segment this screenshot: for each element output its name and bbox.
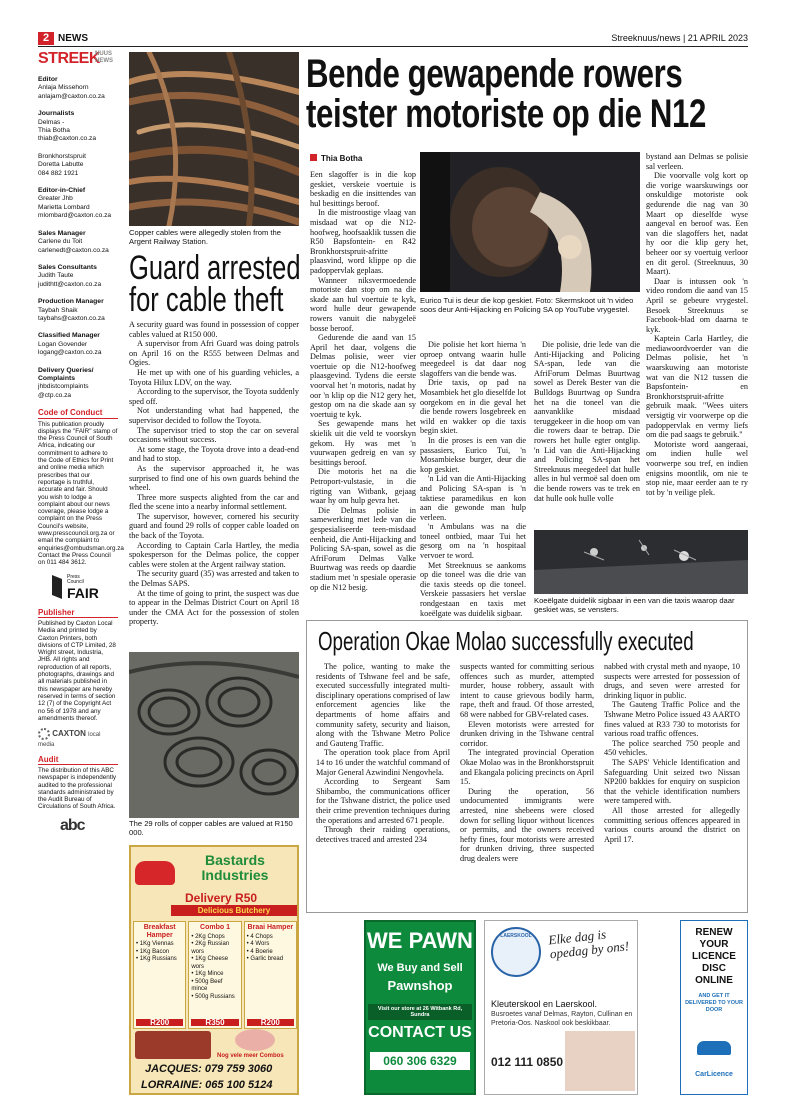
licence-sub: AND GET IT DELIVERED TO YOUR DOOR [685,993,743,1013]
pawn-title: WE PAWN [367,928,473,953]
bullet-holes-photo [534,530,748,594]
audit-text: The distribution of this ABC newspaper is independently audited to the professional standards administrated by the Audit Bureau of Circulations of South Africa. [38,766,117,811]
hamper-item: • 1Kg Russians [136,956,177,962]
paragraph: The police, wanting to make the residents of Tshwane feel and be safe, executed successfully integrated multi-disciplinary operations comprised of law enforcement agencies like the departments of home affairs and community safety, security and liaison, along with the Tshwane Metro Police and Gauteng Traffic. [316,662,450,748]
hamper-item: • 4 Chops [246,933,273,940]
paragraph: Die polisie, drie lede van die Anti-Hijacking and Policing SA-span, lede van die AfriForum Delmas Buurtwag sowel as Derek Bester van die Bulldogs Buurtwag op Sundra het na die toneel van die aanvanklike misdaad teruggekeer in die hoop om van die rowers daar te betrap. Die rowers het hulle egter ontglip. 'n Lid van die Anti-Hijacking and Policing SA-span het Streeknuus meegedeel dat hulle alles in hul vermoë sal doen om die bende rowers vas te trek en dat hulle ook hulle volle [534,340,640,503]
staff-list [38,76,118,400]
paragraph: According to Captain Carla Hartley, the media spokesperson for the Delmas police, the copper cables were stolen at the Argent railway station. [129,540,299,569]
paragraph: Not understanding what had happened, the supervisor decided to follow the Toyota. [129,406,299,425]
hamper-item: • 4 Boerie [246,948,273,955]
copper-cables-photo [129,52,299,226]
school-slogan: Elke dag is opedag by ons! [547,926,630,962]
hamper-name: Combo 1 [200,924,230,931]
conduct-title: Code of Conduct [38,409,118,418]
butchery-ad [129,845,299,1095]
hamper-card [133,921,186,1029]
staff-line: Judith Taute [38,272,74,280]
staff-line: logang@caxton.co.za [38,349,102,357]
car-icon [697,1041,731,1055]
staff-line: Bronkhorstspruit [38,152,87,160]
paragraph: The supervisor, however, cornered his security guard and found 29 rolls of copper cable loaded on the back of the Toyota. [129,511,299,541]
hamper-item: • 500g Russians [191,993,235,1000]
staff-line: Greater Jhb [38,195,73,203]
hamper-item: • 500g Beef mince [191,978,223,992]
okae-col-1 [316,662,450,844]
staff-block [38,76,118,101]
staff-block [38,187,118,221]
paragraph: nabbed with crystal meth and nyaope, 10 suspects were arrested for possession of drugs, and seven were arrested for drinking liquor in public. [604,662,740,700]
hamper-item: • 1Kg Cheese wors [191,956,229,970]
pawn-address: Visit our store at 26 Witbank Rd, Sundra [368,1004,472,1020]
hamper-item: • 1Kg Bacon [136,948,170,955]
paragraph: The integrated provincial Operation Okae Molao was in the Bronkhorstspruit and Ekangala policing precincts on April 15. [460,748,594,787]
cable-rolls-caption: The 29 rolls of copper cables are valued at R150 000. [129,819,293,837]
hamper-item: • Garlic bread [246,956,284,962]
delivery-banner: Delicious Butchery [171,905,297,916]
paragraph: Drie taxis, op pad na Mosambiek het glo dieselfde lot oorgekom en in die geval het die bende rowers losgebreek en wild en wakker op die taxis begin skiet. [420,378,526,436]
injured-man-photo [420,152,640,292]
staff-line: Delmas - [38,118,65,126]
school-name: Kleuterskool en Laerskool. [491,999,598,1009]
licence-text: RENEW YOUR LICENCE DISC ONLINE [692,927,736,986]
paragraph: Gedurende die aand van 15 April het daar, volgens die Delmas polisie, weer vier voertuie op die N12-hoofweg plaasgevind. Tydens die eerste voorval het 'n motoris, nadat hy oor 'n klip op die N12 gery het, gestop om na die skade aan sy voertuig te kyk. [310,333,416,419]
staff-line: carlenedt@caxton.co.za [38,246,109,254]
staff-line: taybahs@caxton.co.za [38,314,105,322]
school-badge: LAERSKOOL [491,927,541,977]
paragraph: Motoriste word aangeraai, om indien hulle wel voorwerpe sou tref, en indien enigsins moontlik, om nie te stop nie, maar eerder aan te ry tot by 'n veilige plek. [646,439,748,497]
main-headline: Bende gewapende rowers teister motoriste op die N12 [306,52,706,136]
copper-photo-caption: Copper cables were allegedly stolen from the Argent Railway Station. [129,228,281,246]
main-story-col-3 [534,340,640,503]
hamper-name: Braai Hamper [247,924,294,931]
pig-icon [235,1029,275,1051]
pawn-ad [364,920,476,1095]
logo-main: STREEK [38,50,100,67]
paragraph: Wanneer niksvermoedende motoriste dan stop om na die skade aan hul voertuie te kyk, word hulle deur gewapende rowers vanuit die nabygeleë bosse beroof. [310,275,416,333]
hamper-item: • 2Kg Russian wors [191,941,230,955]
paragraph: The operation took place from April 14 to 16 under the watchful command of Major General Azwindini Nengovhela. [316,748,450,777]
staff-line: Carlene du Toit [38,238,83,246]
school-phone: 012 111 0850 [491,1055,564,1069]
hamper-list [133,921,297,1029]
hamper-card [188,921,241,1029]
staff-line: judithtt@caxton.co.za [38,280,102,288]
staff-line: jhbdistcomplaints [38,383,89,391]
staff-role: Production Manager [38,298,104,306]
paragraph: He met up with one of his guarding vehicles, a Toyota Hilux LDV, on the way. [129,367,299,387]
hamper-name: Breakfast Hamper [143,924,176,939]
okae-headline: Operation Okae Molao successfully executed [318,626,694,656]
delivery-label: Delivery R50 [185,891,258,905]
staff-line: anlajam@caxton.co.za [38,92,105,100]
paragraph: Die Delmas polisie in samewerking met lede van die gespesialiseerde teen-misdaad eenheid, die Anti-Hijacking and Policing SA-span, sowel as die AfriForum Delmas Valke Buurtwag was reeds op daardie stadium met 'n spesiale operasie op die N12 besig. [310,505,416,592]
paragraph: bystand aan Delmas se polisie sal verleen. [646,152,748,171]
licence-ad [680,920,748,1095]
paragraph: Eleven motorists were arrested for drunken driving in the Tshwane central corridor. [460,719,594,748]
injured-man-caption: Eurico Tui is deur die kop geskiet. Foto: Skermskoot uit 'n video soos deur Anti-Hijacking en Policing SA op YouTube vrygestel. [420,296,634,314]
staff-line: Logan Govender [38,340,88,348]
header-rule [38,46,748,47]
paragraph: Een slagoffer is in die kop geskiet, verskeie voertuie is beskadig en die insittendes van hul besittings beroof. [310,170,416,208]
carlicence-logo: CarLicence [695,1071,733,1078]
school-info: Busroetes vanaf Delmas, Rayton, Cullinan en Pretoria-Oos. Naskool ook beskikbaar. [491,1011,633,1027]
main-story-col-4 [646,152,748,497]
staff-role: Editor-in-Chief [38,187,86,195]
butchery-title: Bastards Industries [201,852,269,883]
page-date: Streeknuus/news | 21 APRIL 2023 [611,33,748,43]
paragraph: suspects wanted for committing serious offences such as murder, attempted murder, house robbery, assault with intent to cause grievous bodily harm, rape, theft and fraud. Of those arrested, 68 were nabbed for GBV-related cases. [460,662,594,719]
main-story-col-1 [310,170,416,592]
staff-block [38,153,118,178]
paragraph: Die motoris het na die Petroport-vulstasie, in die rigting van Witbank, gejaag waar hy om hulp gevra het. [310,467,416,506]
guard-headline: Guard arrested for cable theft [129,249,301,319]
staff-role: Sales Manager [38,229,86,237]
page-number: 2 [38,32,54,45]
staff-line: Thia Botha [38,127,70,135]
school-photo [565,1031,635,1091]
paragraph: According to the supervisor, the Toyota suddenly sped off. [129,387,299,406]
staff-line: @ctp.co.za [38,391,72,399]
meat-photo [135,1031,211,1059]
staff-block [38,367,118,401]
paragraph: Daar is intussen ook 'n video rondom die aand van 15 April se gebeure vrygestel. Besoek Streeknuus se Facebook-blad om daarna te kyk. [646,276,748,334]
caxton-logo: CAXTON local media [38,729,101,749]
conduct-text: This publication proudly displays the "FAIR" stamp of the Press Council of South Africa, indicating our commitment to adhere to the Code of Ethics for Print and online media which prescribes that our reportage is truthful, accurate and fair. Should you wish to lodge a complaint about our news coverage, please lodge a complaint on the Press Council's website, www.presscouncil.org.za or email the complaint to enquiries@ombudsman.org.za Contact the Press Council on 011 484 3612. [38,420,124,567]
hamper-item: • 1Kg Viennas [136,941,174,947]
streek-logo [38,48,118,70]
paragraph: Die polisie het kort hierna 'n oproep ontvang waarin hulle meegedeel is dat daar nog slagoffers van die bende was. [420,340,526,378]
press-council-fair-logo: Press Council FAIR [50,573,110,603]
paragraph: Die voorvalle volg kort op die vorige waarskuwings oor onskuldige motoriste ook gedurende die nag van 30 Maart op dieselfde wyse aangeval en beroof was. Een van die slagoffers het, nadat hy oor die klip gery het, beheer oor sy voertuig verloor en dit gerol. (Streeknuus, 30 Maart). [646,171,748,277]
paragraph: The supervisor tried to stop the car on several occasions without success. [129,425,299,445]
staff-line: Anlaja Missehorn [38,84,89,92]
paragraph: 'n Lid van die Anti-Hijacking and Policing SA-span is 'n taktiese paramedikus en kon aan die gewonde man hulp verleen. [420,474,526,522]
staff-line: thiab@caxton.co.za [38,135,97,143]
hamper-item: • 4 Wors [246,941,270,947]
staff-role: Sales Consultants [38,263,97,271]
paragraph: Through their raiding operations, detectives traced and arrested 234 [316,825,450,844]
paragraph: All those arrested for allegedly committing serious offences appeared in various courts around the district on April 17. [604,805,740,844]
paragraph: 'n Ambulans was na die toneel ontbied, maar Tui het gesorg om na 'n hospitaal vervoer te word. [420,522,526,561]
paragraph: The security guard (35) was arrested and taken to the Delmas SAPS. [129,569,299,589]
publisher-title: Publisher [38,609,118,618]
main-story-col-2 [420,340,526,618]
contact-lorraine: LORRAINE: 065 100 5124 [141,1079,273,1091]
okae-col-3 [604,662,740,844]
hamper-card [244,921,297,1029]
paragraph: A security guard was found in possession of copper cables valued at R150 000. [129,320,299,339]
school-ad [484,920,638,1095]
paragraph: According to Sergeant Sam Shibambo, the communications officer for the Tshwane district, the police used their crime prevention techniques during the operations and arrested 671 people. [316,777,450,825]
more-combos: Nog vele meer Combos [217,1053,284,1059]
hamper-price: R200 [247,1019,294,1027]
bullet-holes-caption: Koeëlgate duidelik sigbaar in een van die taxis waarop daar geskiet was, se vensters. [534,596,735,614]
paragraph: A supervisor from Afri Guard was doing patrols on April 16 on the R555 between Delmas and Ogies. [129,339,299,368]
hamper-price: R350 [191,1019,238,1027]
abc-logo: abc [60,816,85,834]
staff-block [38,110,118,144]
staff-line: mlombard@caxton.co.za [38,212,112,220]
staff-block [38,332,118,357]
paragraph: At some stage, the Toyota drove into a dead-end and had to stop. [129,444,299,464]
staff-role: Journalists [38,110,75,118]
paragraph: In die proses is een van die passasiers, Eurico Tui, 'n Mosambiekse burger, deur die kop geskiet. [420,435,526,474]
paragraph: In die mistroostige vlaag van misdaad wat op die N12-hoofweg, hoofsaaklik tussen die R50 Bapsfontein- en R42 Bronkhorstspruit-afritte plaasvind, word klippe op die padoppervlak geplaas. [310,208,416,275]
okae-col-2 [460,662,594,863]
staff-role: Classified Manager [38,332,100,340]
staff-role: Editor [38,76,58,83]
staff-line: 084 882 1921 [38,169,79,177]
pawn-sub2: Pawnshop [387,978,453,993]
byline: Thia Botha [310,154,362,163]
pawn-sub1: We Buy and Sell [377,962,463,974]
staff-block [38,298,118,323]
paragraph: During the operation, 56 undocumented immigrants were arrested, nine shebeens were closed down for selling liquor without licences or permits, and the owners received hefty fines, four motorists were arrested for drunken driving, three suspected drug dealers were [460,786,594,863]
vintage-car-icon [135,861,175,885]
staff-block [38,230,118,255]
publisher-text: Published by Caxton Local Media and printed by Caxton Printers, both divisions of CTP Limited, 28 Wright street, Industria, JHB. All rights and reproduction of all reports, photographs, drawings and all materials published in this newspaper are hereby reserved in terms of section 12 (7) of the Copyright Act no 56 of 1978 and any amendments thereof. [38,619,116,722]
hamper-item: • 2Kg Chops [191,933,225,940]
audit-title: Audit [38,756,118,765]
paragraph: Three more suspects alighted from the car and fled the scene into a nearby informal settlement. [129,492,299,512]
paragraph: The SAPS' Vehicle Identification and Safeguarding Unit seized two Nissan NP200 bakkies for enquiry on suspicion that the vehicle identification numbers were tampered with. [604,757,740,806]
paragraph: Ses gewapende mans het skielik uit die veld te voorskyn gekom. Hy was met 'n vuurwapen gedreig en van sy besittings beroof. [310,419,416,467]
paragraph: Kaptein Carla Hartley, die mediawoordvoerder van die Delmas polisie, het 'n waarskuwing aan motoriste wat van die N12 tussen die Bapsfontein- en Bronkhorstspruit-afritte gebruik maak. "Wees uiters versigtig vir voorwerpe op die padoppervlak en vermy liefs om die pad saags te gebruik." [646,334,748,440]
paragraph: At the time of going to print, the suspect was due to appear in the Delmas District Court on April 18 under the CMA Act for the possession of stolen property. [129,588,299,627]
section-label: NEWS [58,33,88,44]
contact-jacques: JACQUES: 079 759 3060 [145,1063,273,1075]
paragraph: The police searched 750 people and 450 vehicles. [604,738,740,758]
staff-line: Taybah Shaik [38,306,78,314]
pawn-contact: CONTACT US [368,1024,472,1041]
hamper-price: R200 [136,1019,183,1027]
logo-sub: NUUS NEWS [95,51,113,64]
cable-rolls-photo [129,652,299,818]
staff-role: Delivery Queries/ Complaints [38,366,94,382]
paragraph: As the supervisor approached it, he was surprised to find one of his own guards behind the wheel. [129,463,299,493]
staff-block [38,264,118,289]
guard-story-body [129,320,299,627]
staff-line: Doretta Labutte [38,161,84,169]
hamper-item: • 1Kg Mince [191,971,224,977]
paragraph: The Gauteng Traffic Police and the Tshwane Metro Police issued 43 AARTO fines valued at R33 730 to motorists for various road traffic offences. [604,700,740,739]
paragraph: Met Streeknuus se aankoms op die toneel was die drie van die taxis steeds op die toneel. Verskeie passasiers het verslae rondgestaan en taxis met koeëlgate was duidelik sigbaar. [420,560,526,618]
staff-line: Marietta Lombard [38,203,90,211]
masthead-sidebar [38,48,124,835]
pawn-phone: 060 306 6329 [370,1052,470,1070]
